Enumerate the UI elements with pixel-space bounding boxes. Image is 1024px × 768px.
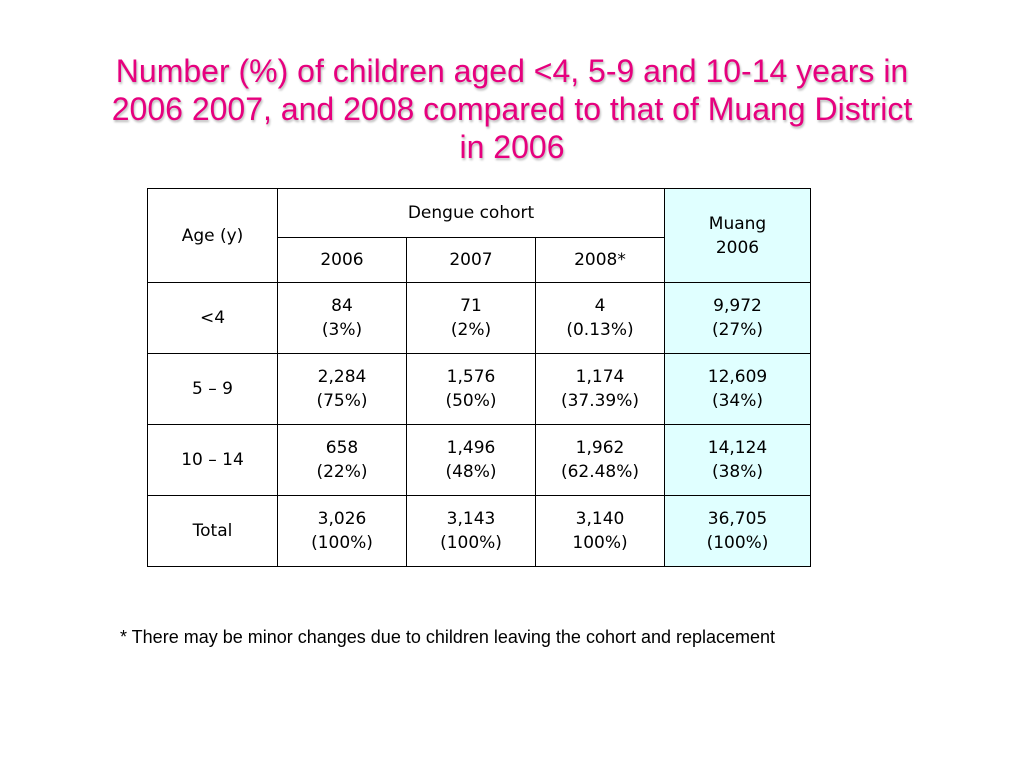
count-value: 1,962: [575, 438, 625, 458]
year-header: 2008*: [536, 238, 665, 283]
count-value: 84: [331, 296, 353, 316]
age-header: Age (y): [148, 189, 278, 283]
age-cell: 5 – 9: [148, 354, 278, 425]
data-cell: [536, 496, 665, 567]
table-row: [148, 354, 811, 425]
percent-value: (38%): [711, 462, 764, 482]
count-value: 1,576: [446, 367, 496, 387]
percent-value: (37.39%): [560, 391, 640, 411]
table-header-row: [148, 189, 811, 238]
age-cell: 10 – 14: [148, 425, 278, 496]
count-value: 71: [460, 296, 482, 316]
slide-title: [40, 52, 984, 166]
data-cell: [278, 354, 407, 425]
cohort-header: Dengue cohort: [278, 189, 665, 238]
percent-value: (22%): [316, 462, 368, 482]
count-value: 2,284: [317, 367, 367, 387]
cohort-table: [147, 188, 811, 567]
count-value: 36,705: [707, 509, 768, 529]
percent-value: (50%): [445, 391, 497, 411]
data-cell: [278, 425, 407, 496]
data-cell: [407, 283, 536, 354]
muang-cell: [665, 425, 811, 496]
age-cell: <4: [148, 283, 278, 354]
data-cell: [278, 496, 407, 567]
year-header: 2006: [278, 238, 407, 283]
percent-value: 100%): [572, 533, 628, 553]
data-cell: [407, 354, 536, 425]
muang-cell: [665, 354, 811, 425]
percent-value: (2%): [450, 320, 492, 340]
muang-cell: [665, 283, 811, 354]
count-value: 9,972: [713, 296, 762, 316]
muang-cell: [665, 496, 811, 567]
count-value: 3,143: [446, 509, 496, 529]
percent-value: (100%): [706, 533, 769, 553]
count-value: 1,496: [446, 438, 496, 458]
year-header: 2007: [407, 238, 536, 283]
count-value: 1,174: [575, 367, 625, 387]
count-value: 3,140: [575, 509, 625, 529]
count-value: 658: [325, 438, 359, 458]
age-cell: Total: [148, 496, 278, 567]
percent-value: (48%): [445, 462, 497, 482]
table-row: [148, 425, 811, 496]
percent-value: (75%): [316, 391, 368, 411]
count-value: 12,609: [707, 367, 768, 387]
data-cell: [536, 283, 665, 354]
data-cell: [407, 496, 536, 567]
muang-header-year: 2006: [715, 237, 760, 258]
percent-value: (100%): [311, 533, 373, 553]
footnote: * There may be minor changes due to children leaving the cohort and replacement: [120, 627, 776, 647]
data-cell: [536, 425, 665, 496]
percent-value: (0.13%): [566, 320, 634, 340]
table-row-total: [148, 496, 811, 567]
title-line: Number (%) of children aged <4, 5-9 and 10-14 years in: [115, 53, 909, 89]
data-cell: [407, 425, 536, 496]
percent-value: (100%): [440, 533, 502, 553]
percent-value: (3%): [321, 320, 363, 340]
table-row: [148, 283, 811, 354]
percent-value: (34%): [711, 391, 764, 411]
count-value: 4: [594, 296, 606, 316]
data-cell: [536, 354, 665, 425]
percent-value: (27%): [711, 320, 764, 340]
data-cell: [278, 283, 407, 354]
count-value: 14,124: [707, 438, 768, 458]
muang-header: [665, 189, 811, 283]
count-value: 3,026: [317, 509, 367, 529]
title-line: 2006 2007, and 2008 compared to that of Muang District: [111, 91, 913, 127]
title-line: in 2006: [459, 129, 565, 165]
percent-value: (62.48%): [560, 462, 640, 482]
muang-header-label: Muang: [708, 213, 767, 234]
